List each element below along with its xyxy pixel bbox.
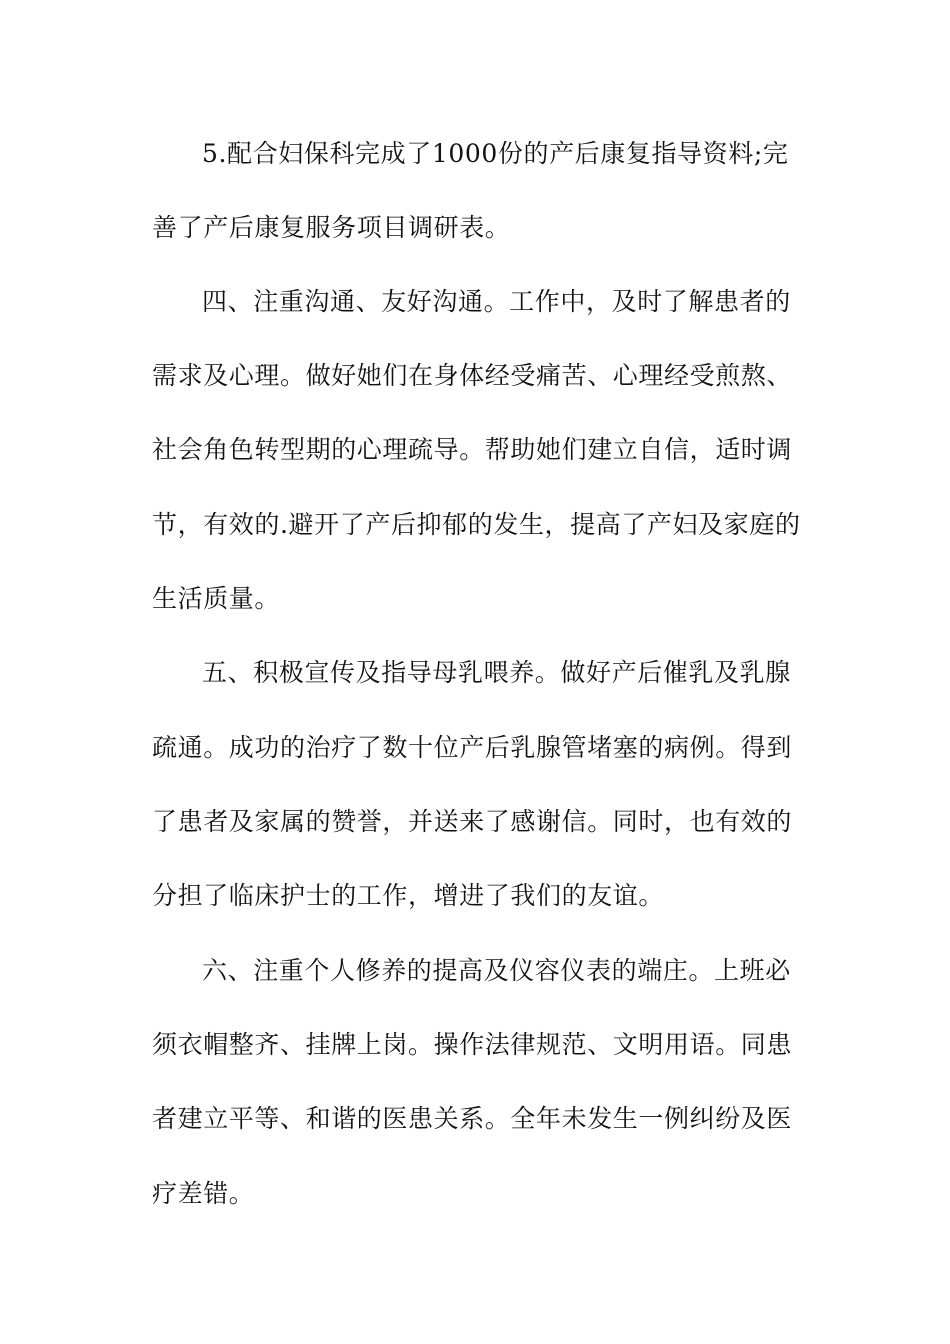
paragraph-line: 分担了临床护士的工作，增进了我们的友谊。 (152, 881, 665, 910)
paragraph-line: 四、注重沟通、友好沟通。工作中，及时了解患者的 (202, 287, 791, 316)
paragraph-line: 生活质量。 (152, 584, 281, 613)
paragraph-line: 节，有效的.避开了产后抑郁的发生，提高了产妇及家庭的 (152, 510, 801, 539)
paragraph-line: 需求及心理。做好她们在身体经受痛苦、心理经受煎熬、 (152, 361, 793, 390)
paragraph-line: 须衣帽整齐、挂牌上岗。操作法律规范、文明用语。同患 (152, 1030, 793, 1059)
paragraph-line: 5.配合妇保科完成了1000份的产后康复指导资料;完 (202, 139, 789, 168)
paragraph-line: 五、积极宣传及指导母乳喂养。做好产后催乳及乳腺 (202, 658, 791, 687)
paragraph-line: 了患者及家属的赞誉，并送来了感谢信。同时，也有效的 (152, 807, 793, 836)
paragraph-line: 善了产后康复服务项目调研表。 (152, 213, 511, 242)
paragraph-line: 六、注重个人修养的提高及仪容仪表的端庄。上班必 (202, 956, 791, 985)
paragraph-line: 者建立平等、和谐的医患关系。全年未发生一例纠纷及医 (152, 1104, 793, 1133)
paragraph-line: 疗差错。 (152, 1179, 255, 1208)
paragraph-line: 社会角色转型期的心理疏导。帮助她们建立自信，适时调 (152, 435, 793, 464)
paragraph-line: 疏通。成功的治疗了数十位产后乳腺管堵塞的病例。得到 (152, 733, 793, 762)
